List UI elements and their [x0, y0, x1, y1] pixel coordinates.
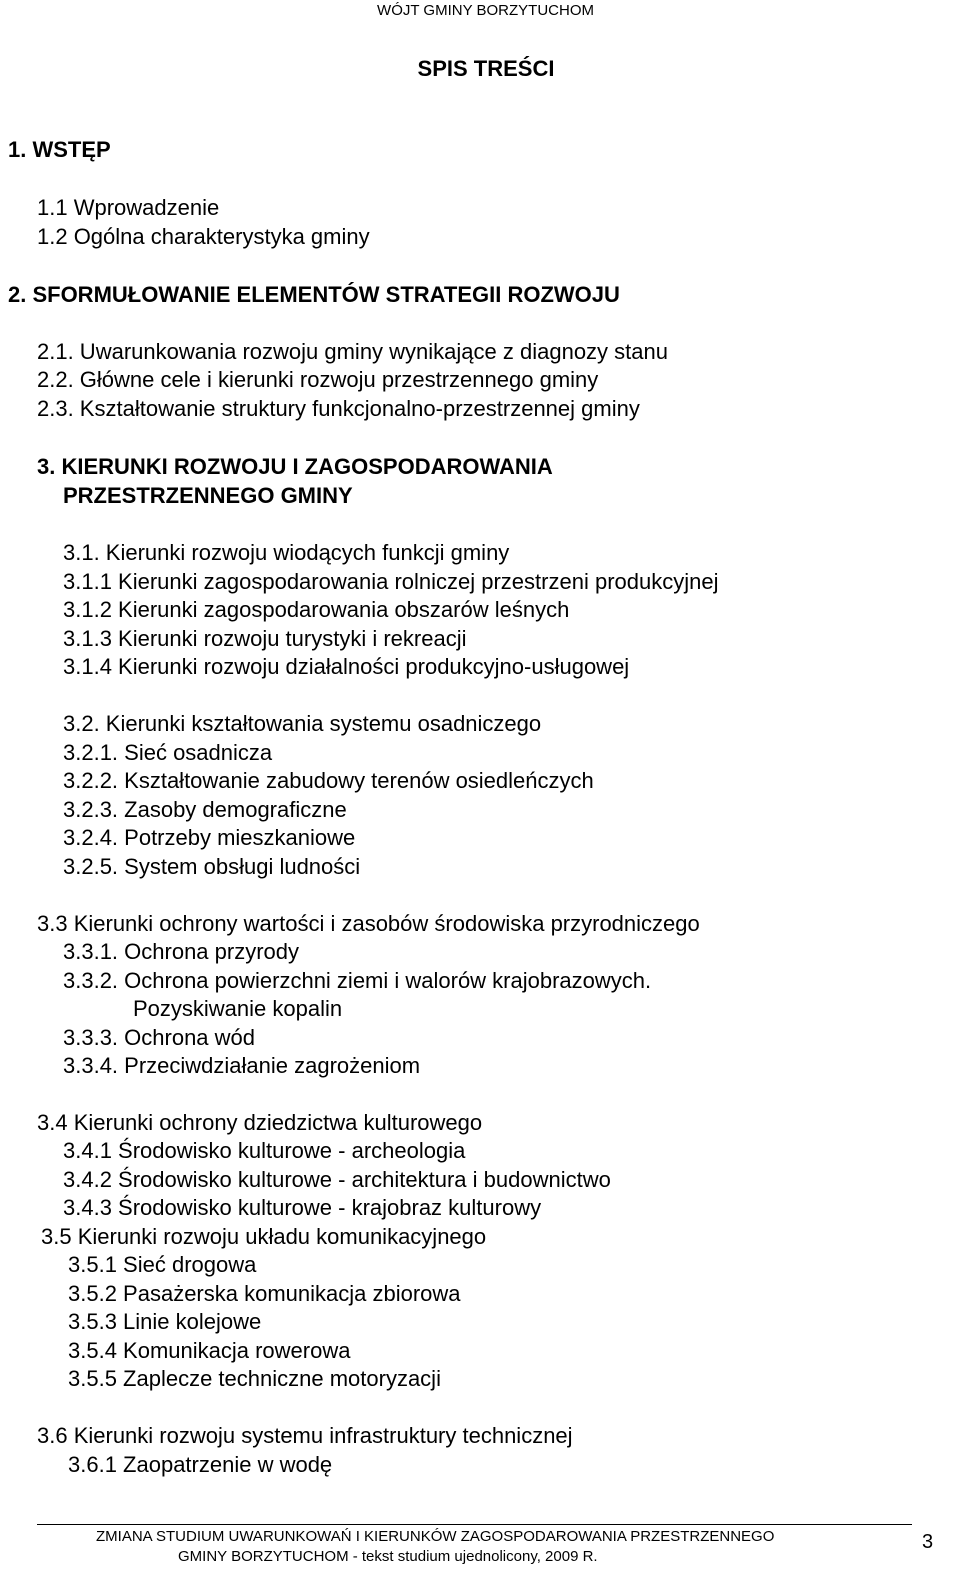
toc-entry-2-2: 2.2. Główne cele i kierunki rozwoju przestrzennego gminy	[37, 367, 599, 392]
footer-rule	[37, 1524, 912, 1525]
toc-entry-3-2-4: 3.2.4. Potrzeby mieszkaniowe	[63, 825, 356, 850]
toc-entry-3-1-2: 3.1.2 Kierunki zagospodarowania obszarów leśnych	[63, 597, 570, 622]
toc-entry-3-2-2: 3.2.2. Kształtowanie zabudowy terenów osiedleńczych	[63, 768, 594, 793]
toc-entry-3-5: 3.5 Kierunki rozwoju układu komunikacyjnego	[41, 1224, 487, 1249]
toc-section-2: 2. SFORMUŁOWANIE ELEMENTÓW STRATEGII ROZWOJU	[8, 282, 620, 307]
toc-entry-3-1-1: 3.1.1 Kierunki zagospodarowania rolniczej przestrzeni produkcyjnej	[63, 569, 719, 594]
toc-entry-3-2-3: 3.2.3. Zasoby demograficzne	[63, 797, 347, 822]
toc-entry-3-3-4: 3.3.4. Przeciwdziałanie zagrożeniom	[63, 1053, 421, 1078]
toc-entry-3-3-2-line1: 3.3.2. Ochrona powierzchni ziemi i walorów krajobrazowych.	[63, 968, 652, 993]
toc-section-1: 1. WSTĘP	[8, 137, 111, 162]
toc-entry-3-4-1: 3.4.1 Środowisko kulturowe - archeologia	[63, 1138, 466, 1163]
toc-entry-1-1: 1.1 Wprowadzenie	[37, 195, 220, 220]
toc-entry-3-2-1: 3.2.1. Sieć osadnicza	[63, 740, 273, 765]
toc-entry-3-4-3: 3.4.3 Środowisko kulturowe - krajobraz kulturowy	[63, 1195, 542, 1220]
toc-entry-3-1: 3.1. Kierunki rozwoju wiodących funkcji gminy	[63, 540, 510, 565]
toc-entry-3-1-3: 3.1.3 Kierunki rozwoju turystyki i rekreacji	[63, 626, 467, 651]
page-title: SPIS TREŚCI	[417, 56, 555, 81]
toc-entry-3-5-3: 3.5.3 Linie kolejowe	[68, 1309, 262, 1334]
toc-section-3-line2: PRZESTRZENNEGO GMINY	[63, 483, 353, 508]
toc-entry-3-4: 3.4 Kierunki ochrony dziedzictwa kulturowego	[37, 1110, 483, 1135]
toc-entry-3-2: 3.2. Kierunki kształtowania systemu osadniczego	[63, 711, 542, 736]
toc-entry-3-3-1: 3.3.1. Ochrona przyrody	[63, 939, 300, 964]
footer-line-2: GMINY BORZYTUCHOM - tekst studium ujednolicony, 2009 R.	[178, 1548, 598, 1565]
toc-entry-3-1-4: 3.1.4 Kierunki rozwoju działalności produkcyjno-usługowej	[63, 654, 630, 679]
footer-line-1: ZMIANA STUDIUM UWARUNKOWAŃ I KIERUNKÓW ZAGOSPODAROWANIA PRZESTRZENNEGO	[96, 1528, 775, 1545]
toc-entry-3-3-2-line2: Pozyskiwanie kopalin	[133, 996, 343, 1021]
toc-entry-3-6: 3.6 Kierunki rozwoju systemu infrastruktury technicznej	[37, 1423, 573, 1448]
toc-entry-2-1: 2.1. Uwarunkowania rozwoju gminy wynikające z diagnozy stanu	[37, 339, 668, 364]
toc-entry-3-2-5: 3.2.5. System obsługi ludności	[63, 854, 361, 879]
toc-entry-3-3: 3.3 Kierunki ochrony wartości i zasobów środowiska przyrodniczego	[37, 911, 700, 936]
toc-entry-3-4-2: 3.4.2 Środowisko kulturowe - architektura i budownictwo	[63, 1167, 611, 1192]
toc-entry-3-5-1: 3.5.1 Sieć drogowa	[68, 1252, 257, 1277]
toc-entry-1-2: 1.2 Ogólna charakterystyka gminy	[37, 224, 370, 249]
toc-entry-3-5-4: 3.5.4 Komunikacja rowerowa	[68, 1338, 351, 1363]
toc-entry-3-5-2: 3.5.2 Pasażerska komunikacja zbiorowa	[68, 1281, 461, 1306]
toc-entry-3-3-3: 3.3.3. Ochrona wód	[63, 1025, 256, 1050]
running-header: WÓJT GMINY BORZYTUCHOM	[377, 2, 594, 19]
toc-entry-3-6-1: 3.6.1 Zaopatrzenie w wodę	[68, 1452, 333, 1477]
toc-entry-2-3: 2.3. Kształtowanie struktury funkcjonalno-przestrzennej gminy	[37, 396, 640, 421]
page-number: 3	[922, 1531, 934, 1553]
toc-section-3-line1: 3. KIERUNKI ROZWOJU I ZAGOSPODAROWANIA	[37, 454, 553, 479]
toc-entry-3-5-5: 3.5.5 Zaplecze techniczne motoryzacji	[68, 1366, 441, 1391]
